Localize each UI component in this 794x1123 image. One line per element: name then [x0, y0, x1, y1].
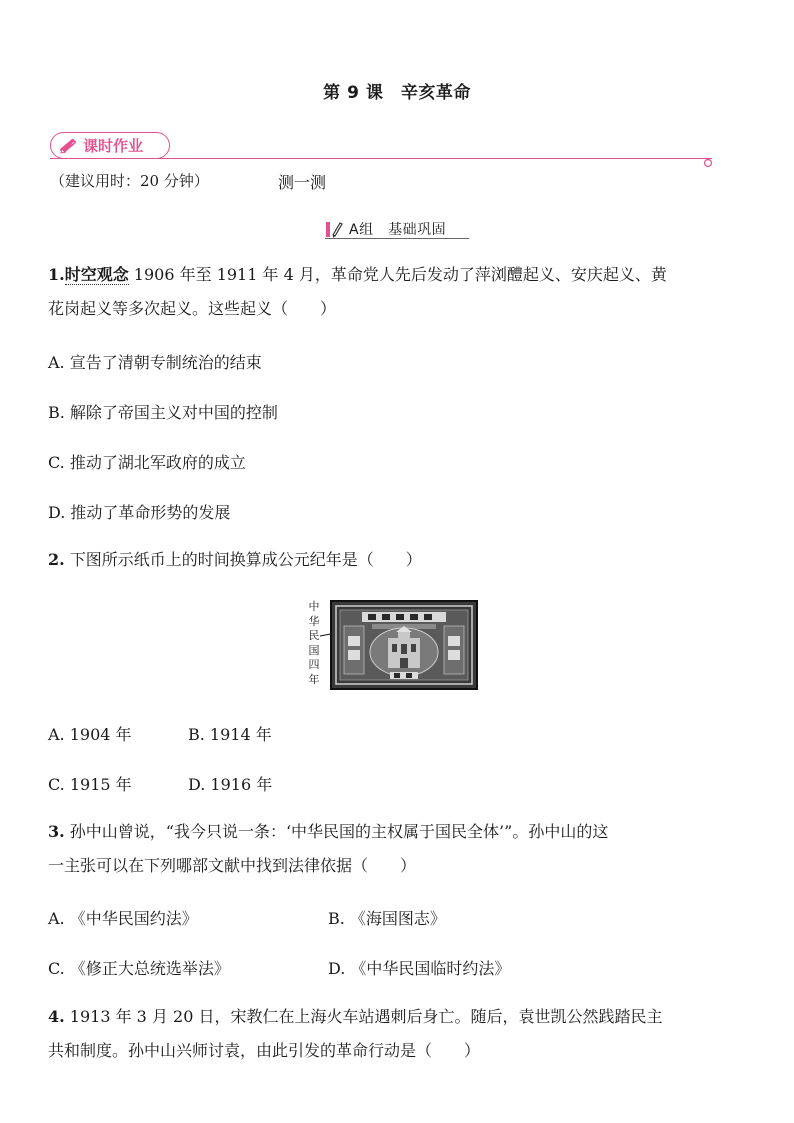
banner-end-ornament: [702, 153, 714, 163]
time-hint: （建议用时：20 分钟）: [50, 172, 209, 190]
question-1: [48, 258, 748, 326]
option-b[interactable]: B. 解除了帝国主义对中国的控制: [48, 403, 278, 422]
option-d[interactable]: D. 推动了革命形势的发展: [48, 503, 231, 522]
group-heading: [325, 218, 467, 240]
question-stem: 下图所示纸币上的时间换算成公元纪年是（ ）: [64, 550, 422, 569]
question-number: 2.: [48, 550, 65, 569]
question-stem: 1913 年 3 月 20 日，宋教仁在上海火车站遇刺后身亡。随后，袁世凯公然践踏民主: [64, 1007, 663, 1026]
option-d[interactable]: D. 《中华民国临时约法》: [328, 959, 511, 978]
question-stem: 共和制度。孙中山兴师讨袁，由此引发的革命行动是（ ）: [48, 1041, 481, 1060]
option-d[interactable]: D. 1916 年: [188, 775, 273, 794]
option-b[interactable]: B. 1914 年: [188, 725, 272, 744]
option-a[interactable]: A. 《中华民国约法》: [48, 909, 198, 928]
question-stem: 1906 年至 1911 年 4 月，革命党人先后发动了萍浏醴起义、安庆起义、黄: [128, 265, 667, 284]
question-3: [48, 815, 748, 883]
question-2: [48, 543, 748, 577]
question-tag: 时空观念: [64, 265, 129, 284]
test-label: 测一测: [278, 173, 327, 192]
group-label: A组 基础巩固: [349, 222, 447, 238]
option-c[interactable]: C. 推动了湖北军政府的成立: [48, 453, 246, 472]
group-underline: [325, 238, 469, 239]
question-4: [48, 1000, 748, 1068]
question-stem: 花岗起义等多次起义。这些起义（ ）: [48, 299, 337, 318]
question-number: 3.: [48, 822, 65, 841]
homework-banner: [50, 132, 170, 159]
page-title: 第 9 课 辛亥革命: [323, 83, 471, 103]
question-stem: 孙中山曾说，“我今只说一条：‘中华民国的主权属于国民全体’”。孙中山的这: [64, 822, 609, 841]
option-a[interactable]: A. 1904 年: [48, 725, 132, 744]
option-c[interactable]: C. 《修正大总统选举法》: [48, 959, 230, 978]
question-stem: 一主张可以在下列哪部文献中找到法律依据（ ）: [48, 856, 417, 875]
question-number: 1.: [48, 265, 65, 284]
banknote-image: [330, 600, 478, 690]
banknote-date-label: 中 华 民 国 四 年: [308, 600, 320, 686]
option-a[interactable]: A. 宣告了清朝专制统治的结束: [48, 353, 262, 372]
banner-label: 课时作业: [83, 137, 144, 155]
pencil-icon: [325, 219, 345, 239]
option-b[interactable]: B. 《海国图志》: [328, 909, 446, 928]
question-number: 4.: [48, 1007, 65, 1026]
option-c[interactable]: C. 1915 年: [48, 775, 132, 794]
pencil-ruler-icon: [57, 135, 79, 157]
